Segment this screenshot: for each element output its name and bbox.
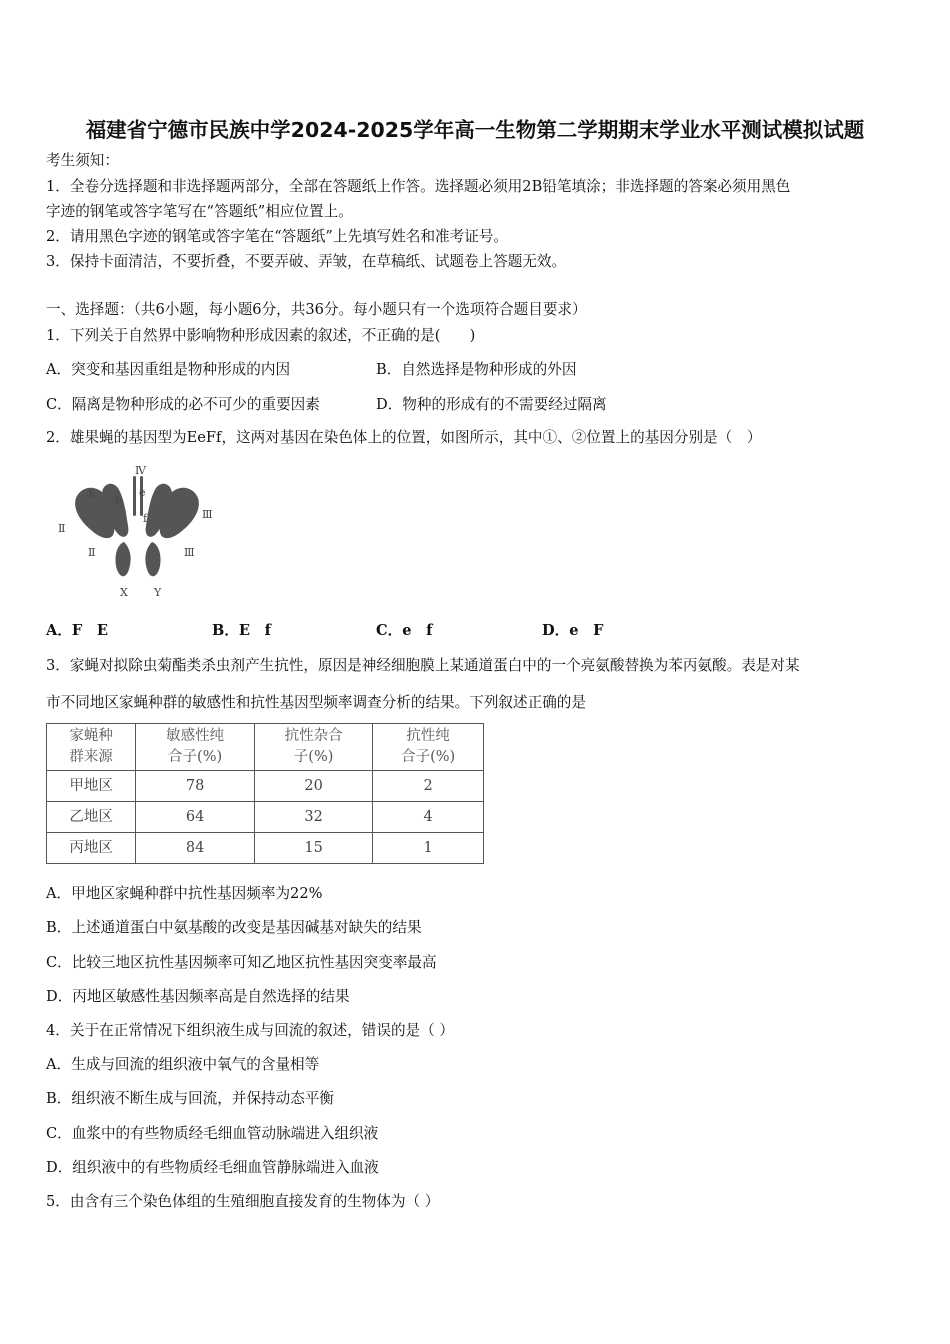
fig-label-2-left: Ⅱ <box>58 522 66 535</box>
fig-label-2: ② <box>112 494 122 507</box>
q1-stem: 1．下列关于自然界中影响物种形成因素的叙述，不正确的是( ) <box>46 327 476 344</box>
q3-option-b: B．上述通道蛋白中氨基酸的改变是基因碱基对缺失的结果 <box>46 919 422 936</box>
q1-option-c: C．隔离是物种形成的必不可少的重要因素 <box>46 396 320 413</box>
table-cell: 丙地区 <box>47 833 136 864</box>
fig-label-3-right: Ⅲ <box>202 508 213 521</box>
fig-label-y: Y <box>154 586 162 599</box>
fig-label-e: e <box>139 486 146 499</box>
table-cell: 1 <box>373 833 484 864</box>
page-title: 福建省宁德市民族中学2024-2025学年高一生物第二学期期末学业水平测试模拟试题 <box>85 118 865 142</box>
q3-option-d: D．丙地区敏感性基因频率高是自然选择的结果 <box>46 988 350 1005</box>
q3-option-c: C．比较三地区抗性基因频率可知乙地区抗性基因突变率最高 <box>46 954 437 971</box>
table-row <box>47 802 484 833</box>
table-cell: 64 <box>136 802 254 833</box>
notice-item: 字迹的钢笔或答字笔写在“答题纸”相应位置上。 <box>46 203 353 220</box>
q1-option-a: A．突变和基因重组是物种形成的内因 <box>46 361 291 378</box>
chromosome-figure <box>52 462 222 602</box>
table-header-cell: 家蝇种 群来源 <box>47 724 136 771</box>
fig-label-3-bottom: Ⅲ <box>184 546 195 559</box>
notice-item: 2．请用黑色字迹的钢笔或答字笔在“答题纸”上先填写姓名和准考证号。 <box>46 228 509 245</box>
q2-option-b: B．E f <box>212 622 271 639</box>
q4-option-d: D．组织液中的有些物质经毛细血管静脉端进入血液 <box>46 1159 379 1176</box>
fig-label-2-bottom: Ⅱ <box>88 546 96 559</box>
table-header-cell: 抗性杂合 子(%) <box>254 724 372 771</box>
table-cell: 4 <box>373 802 484 833</box>
table-row <box>47 833 484 864</box>
table-cell: 32 <box>254 802 372 833</box>
q2-stem: 2．雄果蝇的基因型为EeFf，这两对基因在染色体上的位置，如图所示，其中①、②位置上的基因分别是（ ） <box>46 429 762 446</box>
table-cell: 甲地区 <box>47 771 136 802</box>
q4-stem: 4．关于在正常情况下组织液生成与回流的叙述，错误的是（ ） <box>46 1022 454 1039</box>
q3-option-a: A．甲地区家蝇种群中抗性基因频率为22% <box>46 885 323 902</box>
section-heading: 一、选择题：（共6小题，每小题6分，共36分。每小题只有一个选项符合题目要求） <box>46 301 587 318</box>
fig-label-f: f <box>143 512 148 525</box>
table-header-cell: 敏感性纯 合子(%) <box>136 724 254 771</box>
notice-item: 3．保持卡面清洁，不要折叠，不要弄破、弄皱，在草稿纸、试题卷上答题无效。 <box>46 253 567 270</box>
q5-stem: 5．由含有三个染色体组的生殖细胞直接发育的生物体为（ ） <box>46 1193 440 1210</box>
q3-stem-line2: 市不同地区家蝇种群的敏感性和抗性基因型频率调查分析的结果。下列叙述正确的是 <box>46 694 586 711</box>
notice-item: 1．全卷分选择题和非选择题两部分，全部在答题纸上作答。选择题必须用2B铅笔填涂；非选择题的答案必须用黑色 <box>46 178 791 195</box>
q1-option-b: B．自然选择是物种形成的外因 <box>376 361 577 378</box>
q3-stem-line1: 3．家蝇对拟除虫菊酯类杀虫剂产生抗性，原因是神经细胞膜上某通道蛋白中的一个亮氨酸替换为苯丙氨酸。表是对某 <box>46 657 800 674</box>
q2-option-d: D．e F <box>542 622 604 639</box>
fig-label-x: X <box>120 586 128 599</box>
fig-label-1: ① <box>86 488 96 501</box>
q4-option-b: B．组织液不断生成与回流，并保持动态平衡 <box>46 1090 335 1107</box>
table-cell: 15 <box>254 833 372 864</box>
q1-option-d: D．物种的形成有的不需要经过隔离 <box>376 396 607 413</box>
table-cell: 乙地区 <box>47 802 136 833</box>
q2-option-c: C．e f <box>376 622 433 639</box>
table-cell: 20 <box>254 771 372 802</box>
table-header-cell: 抗性纯 合子(%) <box>373 724 484 771</box>
table-header-row <box>47 724 484 771</box>
table-row <box>47 771 484 802</box>
fig-label-4: Ⅳ <box>135 464 146 477</box>
notice-heading: 考生须知： <box>46 152 119 169</box>
q2-option-a: A．F E <box>46 622 108 639</box>
q4-option-c: C．血浆中的有些物质经毛细血管动脉端进入组织液 <box>46 1125 379 1142</box>
table-cell: 2 <box>373 771 484 802</box>
q3-data-table <box>46 723 484 864</box>
table-cell: 78 <box>136 771 254 802</box>
table-cell: 84 <box>136 833 254 864</box>
q4-option-a: A．生成与回流的组织液中氧气的含量相等 <box>46 1056 320 1073</box>
